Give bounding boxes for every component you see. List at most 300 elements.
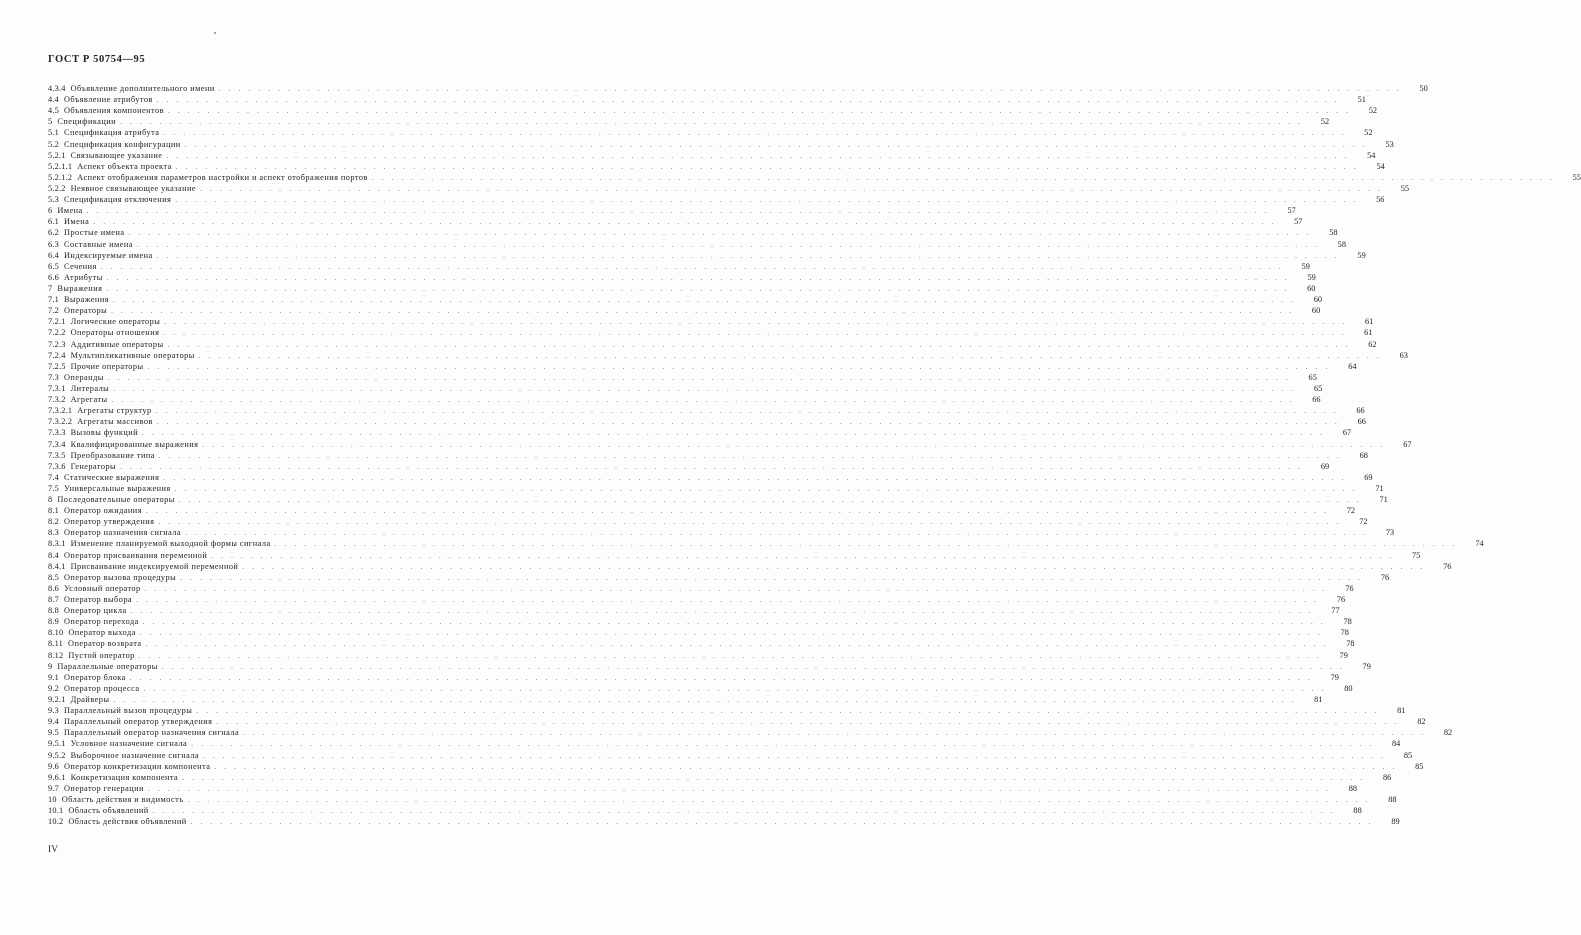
toc-entry[interactable] — [48, 383, 1323, 394]
toc-section-number: 5.2.1.2 — [48, 172, 73, 182]
toc-entry[interactable] — [48, 361, 1357, 372]
toc-dot-leader: . . . . . . . . . . . . . . . . . . . . . . . . . . . . . . . . . . . . . . . . . . . . . . . . . . . . . . . . . . . . . . . . . . . . . . . . . . . . . . . . . . . . . . . . . . . . . . . . . . . . . . . . . . . . . . . . . . . . . . . . — [167, 107, 1352, 116]
toc-section-number: 8 — [48, 495, 53, 505]
toc-section-number: 5.2.2 — [48, 183, 66, 193]
toc-entry[interactable] — [48, 494, 1388, 505]
toc-page-number: 76 — [1443, 561, 1452, 571]
toc-section-number: 5.2.1 — [48, 150, 66, 160]
toc-dot-leader: . . . . . . . . . . . . . . . . . . . . . . . . . . . . . . . . . . . . . . . . . . . . . . . . . . . . . . . . . . . . . . . . . . . . . . . . . . . . . . . . . . . . . . . . . . . . . . . . . . . . . . . . . . . . . . . . . . . . . . . . — [120, 118, 1304, 127]
toc-section-number: 6.5 — [48, 261, 59, 271]
toc-section-number: 7.3.5 — [48, 450, 66, 460]
toc-dot-leader: . . . . . . . . . . . . . . . . . . . . . . . . . . . . . . . . . . . . . . . . . . . . . . . . . . . . . . . . . . . . . . . . . . . . . . . . . . . . . . . . . . . . . . . . . . . . . . . . . . . . . . . . . . . . . . . . . . . . . . . . — [120, 462, 1304, 471]
toc-section-number: 6.6 — [48, 272, 59, 282]
toc-section-number: 10.2 — [48, 817, 64, 827]
toc-section-title: Оператор выбора — [63, 595, 133, 605]
toc-section-title: Выражения — [63, 295, 109, 305]
toc-section-title: Объявления компонентов — [63, 106, 164, 116]
toc-section-number: 7.5 — [48, 483, 59, 493]
toc-entry[interactable] — [48, 761, 1424, 772]
toc-section-title: Имена — [63, 217, 90, 227]
toc-dot-leader: . . . . . . . . . . . . . . . . . . . . . . . . . . . . . . . . . . . . . . . . . . . . . . . . . . . . . . . . . . . . . . . . . . . . . . . . . . . . . . . . . . . . . . . . . . . . . . . . . . . . . . . . . . . . . . . . . . . . . . . . — [164, 318, 1348, 327]
toc-dot-leader: . . . . . . . . . . . . . . . . . . . . . . . . . . . . . . . . . . . . . . . . . . . . . . . . . . . . . . . . . . . . . . . . . . . . . . . . . . . . . . . . . . . . . . . . . . . . . . . . . . . . . . . . . . . . . . . . . . . . . . . . — [142, 618, 1326, 627]
toc-dot-leader: . . . . . . . . . . . . . . . . . . . . . . . . . . . . . . . . . . . . . . . . . . . . . . . . . . . . . . . . . . . . . . . . . . . . . . . . . . . . . . . . . . . . . . . . . . . . . . . . . . . . . . . . . . . . . . . . . . . . . . . . — [129, 673, 1313, 682]
toc-section-title: Оператор ожидания — [63, 506, 142, 516]
toc-dot-leader: . . . . . . . . . . . . . . . . . . . . . . . . . . . . . . . . . . . . . . . . . . . . . . . . . . . . . . . . . . . . . . . . . . . . . . . . . . . . . . . . . . . . . . . . . . . . . . . . . . . . . . . . . . . . . . . . . . . . . . . . — [138, 651, 1322, 660]
toc-section-title: Аддитивные операторы — [70, 339, 164, 349]
toc-section-number: 8.8 — [48, 606, 59, 616]
toc-page-number: 67 — [1342, 428, 1352, 438]
toc-section-title: Оператор назначения сигнала — [63, 528, 182, 538]
toc-dot-leader: . . . . . . . . . . . . . . . . . . . . . . . . . . . . . . . . . . . . . . . . . . . . . . . . . . . . . . . . . . . . . . . . . . . . . . . . . . . . . . . . . . . . . . . . . . . . . . . . . . . . . . . . . . . . . . . . . . . . . . . . — [187, 796, 1371, 804]
toc-page-number: 60 — [1313, 295, 1323, 305]
toc-section-title: Выражения — [57, 283, 103, 293]
toc-section-number: 7.1 — [48, 295, 59, 305]
toc-entry[interactable] — [48, 372, 1317, 383]
toc-entry[interactable] — [48, 572, 1390, 583]
toc-section-number: 8.4 — [48, 550, 59, 560]
toc-entry[interactable] — [48, 416, 1366, 427]
toc-page-number: 84 — [1391, 739, 1401, 749]
toc-dot-leader: . . . . . . . . . . . . . . . . . . . . . . . . . . . . . . . . . . . . . . . . . . . . . . . . . . . . . . . . . . . . . . . . . . . . . . . . . . . . . . . . . . . . . . . . . . . . . . . . . . . . . . . . . . . . . . . . . . . . . . . . — [191, 740, 1375, 749]
toc-entry[interactable] — [48, 327, 1373, 338]
toc-page-number: 51 — [1357, 95, 1366, 105]
toc-page-number: 68 — [1359, 450, 1368, 460]
toc-entry[interactable] — [48, 194, 1385, 205]
toc-page-number: 76 — [1336, 595, 1346, 605]
toc-entry[interactable] — [48, 350, 1408, 361]
toc-section-title: Сечения — [63, 261, 97, 271]
toc-section-title: Область действия объявлений — [68, 817, 187, 827]
toc-entry[interactable] — [48, 105, 1378, 116]
toc-entry[interactable] — [48, 227, 1338, 238]
toc-page-number: 76 — [1380, 572, 1390, 582]
toc-dot-leader: . . . . . . . . . . . . . . . . . . . . . . . . . . . . . . . . . . . . . . . . . . . . . . . . . . . . . . . . . . . . . . . . . . . . . . . . . . . . . . . . . . . . . . . . . . . . . . . . . . . . . . . . . . . . . . . . . . . . . . . . — [130, 607, 1314, 616]
toc-entry[interactable] — [48, 283, 1316, 294]
toc-page-number: 74 — [1475, 539, 1484, 549]
toc-entry[interactable] — [48, 794, 1397, 805]
toc-section-number: 6.1 — [48, 217, 59, 227]
toc-section-number: 9.7 — [48, 783, 59, 793]
toc-section-number: 7.2.4 — [48, 350, 66, 360]
toc-section-number: 7.3.6 — [48, 461, 66, 471]
toc-section-title: Спецификация отключения — [63, 195, 172, 205]
toc-dot-leader: . . . . . . . . . . . . . . . . . . . . . . . . . . . . . . . . . . . . . . . . . . . . . . . . . . . . . . . . . . . . . . . . . . . . . . . . . . . . . . . . . . . . . . . . . . . . . . . . . . . . . . . . . . . . . . . . . . . . . . . . — [180, 573, 1364, 582]
toc-dot-leader: . . . . . . . . . . . . . . . . . . . . . . . . . . . . . . . . . . . . . . . . . . . . . . . . . . . . . . . . . . . . . . . . . . . . . . . . . . . . . . . . . . . . . . . . . . . . . . . . . . . . . . . . . . . . . . . . . . . . . . . . — [93, 218, 1277, 227]
toc-dot-leader: . . . . . . . . . . . . . . . . . . . . . . . . . . . . . . . . . . . . . . . . . . . . . . . . . . . . . . . . . . . . . . . . . . . . . . . . . . . . . . . . . . . . . . . . . . . . . . . . . . . . . . . . . . . . . . . . . . . . . . . . — [107, 373, 1291, 382]
toc-page-number: 57 — [1287, 206, 1296, 216]
toc-page-number: 69 — [1320, 461, 1330, 471]
toc-section-title: Присваивание индексируемой переменной — [70, 561, 239, 571]
toc-entry[interactable] — [48, 683, 1353, 694]
document-header: ГОСТ Р 50754—95 — [48, 54, 146, 65]
toc-dot-leader: . . . . . . . . . . . . . . . . . . . . . . . . . . . . . . . . . . . . . . . . . . . . . . . . . . . . . . . . . . . . . . . . . . . . . . . . . . . . . . . . . . . . . . . . . . . . . . . . . . . . . . . . . . . . . . . . . . . . . . . . — [106, 284, 1290, 293]
toc-dot-leader: . . . . . . . . . . . . . . . . . . . . . . . . . . . . . . . . . . . . . . . . . . . . . . . . . . . . . . . . . . . . . . . . . . . . . . . . . . . . . . . . . . . . . . . . . . . . . . . . . . . . . . . . . . . . . . . . . . . . . . . . — [112, 296, 1297, 305]
toc-dot-leader: . . . . . . . . . . . . . . . . . . . . . . . . . . . . . . . . . . . . . . . . . . . . . . . . . . . . . . . . . . . . . . . . . . . . . . . . . . . . . . . . . . . . . . . . . . . . . . . . . . . . . . . . . . . . . . . . . . . . . . . . — [156, 418, 1340, 427]
toc-section-title: Область действия и видимость — [61, 795, 184, 804]
toc-section-title: Имена — [57, 206, 83, 216]
toc-section-title: Агрегаты структур — [77, 406, 152, 416]
toc-entry[interactable] — [48, 772, 1392, 783]
toc-section-title: Логические операторы — [70, 317, 161, 327]
toc-page-number: 81 — [1314, 695, 1323, 705]
toc-page-number: 73 — [1385, 528, 1395, 538]
toc-section-number: 9.1 — [48, 672, 59, 682]
toc-entry[interactable] — [48, 294, 1323, 305]
toc-page-number: 69 — [1364, 472, 1373, 482]
toc-section-number: 9.3 — [48, 706, 59, 716]
toc-dot-leader: . . . . . . . . . . . . . . . . . . . . . . . . . . . . . . . . . . . . . . . . . . . . . . . . . . . . . . . . . . . . . . . . . . . . . . . . . . . . . . . . . . . . . . . . . . . . . . . . . . . . . . . . . . . . . . . . . . . . . . . . — [166, 151, 1350, 160]
toc-entry[interactable] — [48, 716, 1426, 727]
toc-page-number: 88 — [1388, 795, 1397, 804]
toc-section-title: Объявление дополнительного имени — [70, 84, 215, 93]
toc-page-number: 55 — [1400, 183, 1410, 193]
toc-page-number: 79 — [1339, 650, 1348, 660]
toc-page-number: 59 — [1307, 272, 1316, 282]
toc-page-number: 78 — [1346, 639, 1355, 649]
toc-dot-leader: . . . . . . . . . . . . . . . . . . . . . . . . . . . . . . . . . . . . . . . . . . . . . . . . . . . . . . . . . . . . . . . . . . . . . . . . . . . . . . . . . . . . . . . . . . . . . . . . . . . . . . . . . . . . . . . . . . . . . . . . — [111, 307, 1295, 316]
toc-section-number: 8.11 — [48, 639, 64, 649]
toc-page-number: 76 — [1345, 583, 1354, 593]
toc-entry[interactable] — [48, 150, 1376, 161]
toc-entry[interactable] — [48, 427, 1352, 438]
toc-section-number: 8.3.1 — [48, 539, 66, 549]
toc-page-number: 71 — [1375, 483, 1384, 493]
toc-section-title: Простые имена — [63, 228, 125, 238]
toc-dot-leader: . . . . . . . . . . . . . . . . . . . . . . . . . . . . . . . . . . . . . . . . . . . . . . . . . . . . . . . . . . . . . . . . . . . . . . . . . . . . . . . . . . . . . . . . . . . . . . . . . . . . . . . . . . . . . . . . . . . . . . . . — [163, 473, 1347, 482]
toc-page-number: 61 — [1364, 328, 1373, 338]
toc-section-number: 6 — [48, 206, 53, 216]
toc-page-number: 56 — [1376, 195, 1385, 205]
toc-section-title: Спецификация конфигурации — [63, 139, 181, 149]
toc-section-number: 8.1 — [48, 506, 59, 516]
toc-section-title: Спецификация атрибута — [63, 128, 160, 138]
toc-entry[interactable] — [48, 316, 1374, 327]
toc-section-number: 9.6 — [48, 761, 59, 771]
toc-section-title: Спецификации — [57, 117, 117, 127]
toc-section-number: 7.2.3 — [48, 339, 66, 349]
toc-entry[interactable] — [48, 139, 1394, 150]
toc-section-number: 5.2.1.1 — [48, 161, 73, 171]
toc-section-number: 8.5 — [48, 572, 59, 582]
toc-entry[interactable] — [48, 638, 1355, 649]
toc-dot-leader: . . . . . . . . . . . . . . . . . . . . . . . . . . . . . . . . . . . . . . . . . . . . . . . . . . . . . . . . . . . . . . . . . . . . . . . . . . . . . . . . . . . . . . . . . . . . . . . . . . . . . . . . . . . . . . . . . . . . . . . . — [139, 629, 1323, 638]
toc-section-title: Генераторы — [70, 461, 117, 471]
toc-page-number: 58 — [1329, 228, 1338, 238]
toc-page-number: 52 — [1368, 106, 1378, 116]
toc-page-number: 60 — [1311, 306, 1321, 316]
toc-entry[interactable] — [48, 161, 1385, 172]
toc-page-number: 59 — [1357, 250, 1366, 260]
toc-section-title: Область объявлений — [68, 806, 149, 816]
toc-entry[interactable] — [48, 516, 1368, 527]
toc-entry[interactable] — [48, 705, 1406, 716]
toc-dot-leader: . . . . . . . . . . . . . . . . . . . . . . . . . . . . . . . . . . . . . . . . . . . . . . . . . . . . . . . . . . . . . . . . . . . . . . . . . . . . . . . . . . . . . . . . . . . . . . . . . . . . . . . . . . . . . . . . . . . . . . . . — [216, 718, 1400, 727]
toc-section-title: Оператор утверждения — [63, 517, 155, 527]
toc-section-number: 10 — [48, 795, 57, 804]
toc-dot-leader: . . . . . . . . . . . . . . . . . . . . . . . . . . . . . . . . . . . . . . . . . . . . . . . . . . . . . . . . . . . . . . . . . . . . . . . . . . . . . . . . . . . . . . . . . . . . . . . . . . . . . . . . . . . . . . . . . . . . . . . . — [145, 640, 1329, 649]
toc-entry[interactable] — [48, 672, 1339, 683]
toc-entry[interactable] — [48, 694, 1323, 705]
toc-section-title: Оператор генерации — [63, 783, 144, 793]
toc-section-title: Оператор перехода — [63, 617, 139, 627]
toc-section-title: Аспект объекта проекта — [77, 161, 172, 171]
toc-page-number: 66 — [1312, 395, 1321, 405]
toc-page-number: 58 — [1337, 239, 1346, 249]
toc-section-title: Агрегаты массивов — [77, 417, 153, 427]
toc-page-number: 78 — [1343, 617, 1352, 627]
toc-entry[interactable] — [48, 83, 1428, 94]
toc-dot-leader: . . . . . . . . . . . . . . . . . . . . . . . . . . . . . . . . . . . . . . . . . . . . . . . . . . . . . . . . . . . . . . . . . . . . . . . . . . . . . . . . . . . . . . . . . . . . . . . . . . . . . . . . . . . . . . . . . . . . . . . . — [202, 440, 1386, 449]
toc-section-number: 10.1 — [48, 806, 64, 816]
toc-entry[interactable] — [48, 816, 1400, 827]
toc-page-number: 85 — [1415, 761, 1424, 771]
toc-section-title: Агрегаты — [70, 395, 108, 405]
toc-dot-leader: . . . . . . . . . . . . . . . . . . . . . . . . . . . . . . . . . . . . . . . . . . . . . . . . . . . . . . . . . . . . . . . . . . . . . . . . . . . . . . . . . . . . . . . . . . . . . . . . . . . . . . . . . . . . . . . . . . . . . . . . — [163, 129, 1347, 138]
toc-section-number: 7.3 — [48, 372, 59, 382]
toc-page-number: 85 — [1403, 750, 1413, 760]
toc-dot-leader: . . . . . . . . . . . . . . . . . . . . . . . . . . . . . . . . . . . . . . . . . . . . . . . . . . . . . . . . . . . . . . . . . . . . . . . . . . . . . . . . . . . . . . . . . . . . . . . . . . . . . . . . . . . . . . . . . . . . . . . . — [190, 818, 1374, 827]
toc-section-number: 6.4 — [48, 250, 59, 260]
toc-section-title: Оператор возврата — [68, 639, 142, 649]
toc-entry[interactable] — [48, 116, 1330, 127]
toc-dot-leader: . . . . . . . . . . . . . . . . . . . . . . . . . . . . . . . . . . . . . . . . . . . . . . . . . . . . . . . . . . . . . . . . . . . . . . . . . . . . . . . . . . . . . . . . . . . . . . . . . . . . . . . . . . . . . . . . . . . . . . . . — [175, 196, 1359, 205]
toc-dot-leader: . . . . . . . . . . . . . . . . . . . . . . . . . . . . . . . . . . . . . . . . . . . . . . . . . . . . . . . . . . . . . . . . . . . . . . . . . . . . . . . . . . . . . . . . . . . . . . . . . . . . . . . . . . . . . . . . . . . . . . . . — [158, 451, 1342, 460]
toc-entry[interactable] — [48, 594, 1346, 605]
toc-section-title: Универсальные выражения — [63, 483, 171, 493]
toc-page-number: 64 — [1348, 361, 1357, 371]
toc-page-number: 67 — [1403, 439, 1412, 449]
toc-entry[interactable] — [48, 405, 1365, 416]
table-of-contents — [48, 83, 1581, 827]
toc-section-title: Оператор процесса — [63, 683, 140, 693]
toc-dot-leader: . . . . . . . . . . . . . . . . . . . . . . . . . . . . . . . . . . . . . . . . . . . . . . . . . . . . . . . . . . . . . . . . . . . . . . . . . . . . . . . . . . . . . . . . . . . . . . . . . . . . . . . . . . . . . . . . . . . . . . . . — [136, 240, 1320, 249]
toc-section-number: 8.4.1 — [48, 561, 66, 571]
toc-dot-leader: . . . . . . . . . . . . . . . . . . . . . . . . . . . . . . . . . . . . . . . . . . . . . . . . . . . . . . . . . . . . . . . . . . . . . . . . . . . . . . . . . . . . . . . . . . . . . . . . . . . . . . . . . . . . . . . . . . . . . . . . — [371, 173, 1555, 182]
toc-section-number: 9.5.1 — [48, 739, 66, 749]
toc-page-number: 54 — [1376, 161, 1385, 171]
toc-dot-leader: . . . . . . . . . . . . . . . . . . . . . . . . . . . . . . . . . . . . . . . . . . . . . . . . . . . . . . . . . . . . . . . . . . . . . . . . . . . . . . . . . . . . . . . . . . . . . . . . . . . . . . . . . . . . . . . . . . . . . . . . — [143, 684, 1327, 693]
toc-section-number: 8.9 — [48, 617, 59, 627]
toc-section-number: 5 — [48, 117, 53, 127]
toc-section-title: Оператор цикла — [63, 606, 127, 616]
toc-dot-leader: . . . . . . . . . . . . . . . . . . . . . . . . . . . . . . . . . . . . . . . . . . . . . . . . . . . . . . . . . . . . . . . . . . . . . . . . . . . . . . . . . . . . . . . . . . . . . . . . . . . . . . . . . . . . . . . . . . . . . . . . — [152, 807, 1336, 816]
toc-entry[interactable] — [48, 305, 1321, 316]
toc-page-number: 82 — [1417, 717, 1426, 727]
toc-page-number: 61 — [1365, 317, 1374, 327]
toc-section-title: Литералы — [70, 383, 110, 393]
toc-section-number: 7.3.2.1 — [48, 406, 73, 416]
toc-dot-leader: . . . . . . . . . . . . . . . . . . . . . . . . . . . . . . . . . . . . . . . . . . . . . . . . . . . . . . . . . . . . . . . . . . . . . . . . . . . . . . . . . . . . . . . . . . . . . . . . . . . . . . . . . . . . . . . . . . . . . . . . — [128, 229, 1312, 238]
toc-entry[interactable] — [48, 605, 1340, 616]
toc-dot-leader: . . . . . . . . . . . . . . . . . . . . . . . . . . . . . . . . . . . . . . . . . . . . . . . . . . . . . . . . . . . . . . . . . . . . . . . . . . . . . . . . . . . . . . . . . . . . . . . . . . . . . . . . . . . . . . . . . . . . . . . . — [147, 362, 1331, 371]
toc-page-number: 86 — [1382, 772, 1392, 782]
toc-page-number: 52 — [1320, 117, 1330, 127]
toc-section-number: 9.2 — [48, 683, 59, 693]
toc-section-title: Операторы отношения — [70, 328, 160, 338]
toc-page-number: 79 — [1330, 672, 1339, 682]
scan-speck — [214, 32, 216, 34]
toc-section-number: 7.3.2.2 — [48, 417, 73, 427]
toc-entry[interactable] — [48, 483, 1384, 494]
toc-section-title: Неявное связывающее указание — [70, 183, 196, 193]
toc-dot-leader: . . . . . . . . . . . . . . . . . . . . . . . . . . . . . . . . . . . . . . . . . . . . . . . . . . . . . . . . . . . . . . . . . . . . . . . . . . . . . . . . . . . . . . . . . . . . . . . . . . . . . . . . . . . . . . . . . . . . . . . . — [145, 507, 1330, 516]
toc-page-number: 75 — [1412, 550, 1421, 560]
toc-page-number: 52 — [1364, 128, 1373, 138]
toc-section-title: Оператор блока — [63, 672, 126, 682]
toc-dot-leader: . . . . . . . . . . . . . . . . . . . . . . . . . . . . . . . . . . . . . . . . . . . . . . . . . . . . . . . . . . . . . . . . . . . . . . . . . . . . . . . . . . . . . . . . . . . . . . . . . . . . . . . . . . . . . . . . . . . . . . . . — [147, 784, 1332, 793]
toc-section-number: 7.3.1 — [48, 383, 66, 393]
toc-section-number: 5.3 — [48, 195, 59, 205]
toc-section-number: 7.3.2 — [48, 395, 66, 405]
toc-section-number: 6.2 — [48, 228, 59, 238]
toc-page-number: 65 — [1308, 372, 1317, 382]
toc-entry[interactable] — [48, 561, 1452, 572]
toc-section-title: Преобразование типа — [70, 450, 155, 460]
toc-entry[interactable] — [48, 205, 1296, 216]
toc-dot-leader: . . . . . . . . . . . . . . . . . . . . . . . . . . . . . . . . . . . . . . . . . . . . . . . . . . . . . . . . . . . . . . . . . . . . . . . . . . . . . . . . . . . . . . . . . . . . . . . . . . . . . . . . . . . . . . . . . . . . . . . . — [174, 484, 1358, 493]
toc-entry[interactable] — [48, 783, 1358, 794]
toc-page-number: 65 — [1313, 383, 1323, 393]
toc-page-number: 60 — [1307, 283, 1316, 293]
toc-entry[interactable] — [48, 439, 1412, 450]
toc-entry[interactable] — [48, 339, 1377, 350]
toc-dot-leader: . . . . . . . . . . . . . . . . . . . . . . . . . . . . . . . . . . . . . . . . . . . . . . . . . . . . . . . . . . . . . . . . . . . . . . . . . . . . . . . . . . . . . . . . . . . . . . . . . . . . . . . . . . . . . . . . . . . . . . . . — [106, 273, 1290, 282]
toc-dot-leader: . . . . . . . . . . . . . . . . . . . . . . . . . . . . . . . . . . . . . . . . . . . . . . . . . . . . . . . . . . . . . . . . . . . . . . . . . . . . . . . . . . . . . . . . . . . . . . . . . . . . . . . . . . . . . . . . . . . . . . . . — [185, 529, 1369, 538]
toc-section-title: Аспект отображения параметров настройки и аспект отображения портов — [77, 172, 368, 182]
toc-section-number: 7 — [48, 283, 53, 293]
toc-dot-leader: . . . . . . . . . . . . . . . . . . . . . . . . . . . . . . . . . . . . . . . . . . . . . . . . . . . . . . . . . . . . . . . . . . . . . . . . . . . . . . . . . . . . . . . . . . . . . . . . . . . . . . . . . . . . . . . . . . . . . . . . — [203, 751, 1387, 760]
toc-section-title: Атрибуты — [63, 272, 103, 282]
toc-section-number: 7.3.3 — [48, 428, 66, 438]
toc-section-title: Пустой оператор — [68, 650, 135, 660]
toc-dot-leader: . . . . . . . . . . . . . . . . . . . . . . . . . . . . . . . . . . . . . . . . . . . . . . . . . . . . . . . . . . . . . . . . . . . . . . . . . . . . . . . . . . . . . . . . . . . . . . . . . . . . . . . . . . . . . . . . . . . . . . . . — [111, 396, 1295, 405]
toc-entry[interactable] — [48, 250, 1366, 261]
toc-entry[interactable] — [48, 650, 1348, 661]
toc-entry[interactable] — [48, 738, 1401, 749]
toc-entry[interactable] — [48, 394, 1321, 405]
toc-section-number: 8.3 — [48, 528, 59, 538]
toc-dot-leader: . . . . . . . . . . . . . . . . . . . . . . . . . . . . . . . . . . . . . . . . . . . . . . . . . . . . . . . . . . . . . . . . . . . . . . . . . . . . . . . . . . . . . . . . . . . . . . . . . . . . . . . . . . . . . . . . . . . . . . . . — [158, 518, 1342, 527]
toc-entry[interactable] — [48, 172, 1581, 183]
toc-entry[interactable] — [48, 538, 1484, 549]
toc-section-title: Операторы — [63, 306, 108, 316]
toc-entry[interactable] — [48, 272, 1316, 283]
toc-section-title: Последовательные операторы — [57, 495, 175, 505]
toc-section-number: 9.4 — [48, 717, 59, 727]
toc-entry[interactable] — [48, 750, 1413, 761]
toc-entry[interactable] — [48, 661, 1371, 672]
toc-section-number: 8.6 — [48, 583, 59, 593]
toc-section-number: 4.4 — [48, 95, 59, 105]
toc-entry[interactable] — [48, 550, 1421, 561]
toc-section-title: Прочие операторы — [70, 361, 144, 371]
toc-entry[interactable] — [48, 805, 1362, 816]
toc-section-title: Оператор присваивания переменной — [63, 550, 208, 560]
toc-entry[interactable] — [48, 216, 1303, 227]
toc-entry[interactable] — [48, 627, 1349, 638]
toc-dot-leader: . . . . . . . . . . . . . . . . . . . . . . . . . . . . . . . . . . . . . . . . . . . . . . . . . . . . . . . . . . . . . . . . . . . . . . . . . . . . . . . . . . . . . . . . . . . . . . . . . . . . . . . . . . . . . . . . . . . . . . . . — [113, 384, 1297, 393]
toc-section-number: 9.5.2 — [48, 750, 66, 760]
toc-section-number: 5.2 — [48, 139, 59, 149]
toc-entry[interactable] — [48, 183, 1410, 194]
toc-entry[interactable] — [48, 472, 1373, 483]
toc-page-number: 71 — [1379, 495, 1388, 505]
toc-section-number: 8.2 — [48, 517, 59, 527]
toc-section-title: Составные имена — [63, 239, 133, 249]
toc-dot-leader: . . . . . . . . . . . . . . . . . . . . . . . . . . . . . . . . . . . . . . . . . . . . . . . . . . . . . . . . . . . . . . . . . . . . . . . . . . . . . . . . . . . . . . . . . . . . . . . . . . . . . . . . . . . . . . . . . . . . . . . . — [161, 662, 1345, 671]
toc-section-number: 7.2.5 — [48, 361, 66, 371]
toc-entry[interactable] — [48, 616, 1352, 627]
toc-dot-leader: . . . . . . . . . . . . . . . . . . . . . . . . . . . . . . . . . . . . . . . . . . . . . . . . . . . . . . . . . . . . . . . . . . . . . . . . . . . . . . . . . . . . . . . . . . . . . . . . . . . . . . . . . . . . . . . . . . . . . . . . — [156, 96, 1340, 105]
toc-page-number: 66 — [1356, 406, 1365, 416]
toc-entry[interactable] — [48, 94, 1366, 105]
toc-page-number: 62 — [1368, 339, 1377, 349]
toc-section-title: Связывающее указание — [70, 150, 163, 160]
toc-section-title: Оператор вызова процедуры — [63, 572, 177, 582]
toc-dot-leader: . . . . . . . . . . . . . . . . . . . . . . . . . . . . . . . . . . . . . . . . . . . . . . . . . . . . . . . . . . . . . . . . . . . . . . . . . . . . . . . . . . . . . . . . . . . . . . . . . . . . . . . . . . . . . . . . . . . . . . . . — [211, 551, 1395, 560]
toc-section-title: Изменение планируемой выходной формы сигнала — [70, 539, 271, 549]
toc-entry[interactable] — [48, 450, 1368, 461]
toc-entry[interactable] — [48, 583, 1354, 594]
toc-section-number: 5.1 — [48, 128, 59, 138]
toc-page-number: 57 — [1294, 217, 1303, 227]
toc-section-number: 9 — [48, 661, 53, 671]
toc-dot-leader: . . . . . . . . . . . . . . . . . . . . . . . . . . . . . . . . . . . . . . . . . . . . . . . . . . . . . . . . . . . . . . . . . . . . . . . . . . . . . . . . . . . . . . . . . . . . . . . . . . . . . . . . . . . . . . . . . . . . . . . . — [100, 262, 1284, 271]
toc-dot-leader: . . . . . . . . . . . . . . . . . . . . . . . . . . . . . . . . . . . . . . . . . . . . . . . . . . . . . . . . . . . . . . . . . . . . . . . . . . . . . . . . . . . . . . . . . . . . . . . . . . . . . . . . . . . . . . . . . . . . . . . . — [184, 140, 1368, 149]
toc-section-title: Индексируемые имена — [63, 250, 153, 260]
toc-section-number: 7.2.1 — [48, 317, 66, 327]
toc-dot-leader: . . . . . . . . . . . . . . . . . . . . . . . . . . . . . . . . . . . . . . . . . . . . . . . . . . . . . . . . . . . . . . . . . . . . . . . . . . . . . . . . . . . . . . . . . . . . . . . . . . . . . . . . . . . . . . . . . . . . . . . . — [163, 329, 1347, 338]
toc-page-number: 63 — [1399, 350, 1408, 360]
toc-entry[interactable] — [48, 505, 1356, 516]
toc-entry[interactable] — [48, 461, 1330, 472]
toc-entry[interactable] — [48, 261, 1310, 272]
toc-section-title: Параллельный оператор назначения сигнала — [63, 728, 240, 738]
toc-dot-leader: . . . . . . . . . . . . . . . . . . . . . . . . . . . . . . . . . . . . . . . . . . . . . . . . . . . . . . . . . . . . . . . . . . . . . . . . . . . . . . . . . . . . . . . . . . . . . . . . . . . . . . . . . . . . . . . . . . . . . . . . — [199, 184, 1384, 193]
toc-entry[interactable] — [48, 239, 1346, 250]
toc-page-number: 78 — [1340, 628, 1349, 638]
toc-section-number: 9.5 — [48, 728, 59, 738]
toc-dot-leader: . . . . . . . . . . . . . . . . . . . . . . . . . . . . . . . . . . . . . . . . . . . . . . . . . . . . . . . . . . . . . . . . . . . . . . . . . . . . . . . . . . . . . . . . . . . . . . . . . . . . . . . . . . . . . . . . . . . . . . . . — [218, 85, 1402, 93]
toc-section-number: 8.7 — [48, 595, 59, 605]
toc-section-title: Драйверы — [70, 695, 110, 705]
toc-dot-leader: . . . . . . . . . . . . . . . . . . . . . . . . . . . . . . . . . . . . . . . . . . . . . . . . . . . . . . . . . . . . . . . . . . . . . . . . . . . . . . . . . . . . . . . . . . . . . . . . . . . . . . . . . . . . . . . . . . . . . . . . — [142, 429, 1326, 438]
toc-page-number: 88 — [1353, 806, 1362, 816]
toc-page-number: 80 — [1344, 683, 1353, 693]
toc-entry[interactable] — [48, 727, 1453, 738]
toc-dot-leader: . . . . . . . . . . . . . . . . . . . . . . . . . . . . . . . . . . . . . . . . . . . . . . . . . . . . . . . . . . . . . . . . . . . . . . . . . . . . . . . . . . . . . . . . . . . . . . . . . . . . . . . . . . . . . . . . . . . . . . . . — [196, 707, 1380, 716]
toc-section-number: 8.10 — [48, 628, 64, 638]
toc-section-number: 7.3.4 — [48, 439, 66, 449]
toc-page-number: 79 — [1362, 661, 1371, 671]
toc-entry[interactable] — [48, 127, 1373, 138]
toc-dot-leader: . . . . . . . . . . . . . . . . . . . . . . . . . . . . . . . . . . . . . . . . . . . . . . . . . . . . . . . . . . . . . . . . . . . . . . . . . . . . . . . . . . . . . . . . . . . . . . . . . . . . . . . . . . . . . . . . . . . . . . . . — [243, 729, 1427, 738]
toc-entry[interactable] — [48, 527, 1395, 538]
toc-section-title: Квалифицированные выражения — [70, 439, 199, 449]
toc-section-title: Оператор конкретизации компонента — [63, 761, 211, 771]
toc-dot-leader: . . . . . . . . . . . . . . . . . . . . . . . . . . . . . . . . . . . . . . . . . . . . . . . . . . . . . . . . . . . . . . . . . . . . . . . . . . . . . . . . . . . . . . . . . . . . . . . . . . . . . . . . . . . . . . . . . . . . . . . . — [144, 584, 1328, 593]
toc-dot-leader: . . . . . . . . . . . . . . . . . . . . . . . . . . . . . . . . . . . . . . . . . . . . . . . . . . . . . . . . . . . . . . . . . . . . . . . . . . . . . . . . . . . . . . . . . . . . . . . . . . . . . . . . . . . . . . . . . . . . . . . . — [274, 540, 1458, 549]
toc-dot-leader: . . . . . . . . . . . . . . . . . . . . . . . . . . . . . . . . . . . . . . . . . . . . . . . . . . . . . . . . . . . . . . . . . . . . . . . . . . . . . . . . . . . . . . . . . . . . . . . . . . . . . . . . . . . . . . . . . . . . . . . . — [214, 762, 1398, 771]
toc-section-title: Выборочное назначение сигнала — [70, 750, 200, 760]
toc-section-title: Объявление атрибутов — [63, 95, 153, 105]
toc-page-number: 66 — [1357, 417, 1366, 427]
toc-dot-leader: . . . . . . . . . . . . . . . . . . . . . . . . . . . . . . . . . . . . . . . . . . . . . . . . . . . . . . . . . . . . . . . . . . . . . . . . . . . . . . . . . . . . . . . . . . . . . . . . . . . . . . . . . . . . . . . . . . . . . . . . — [155, 407, 1339, 416]
toc-dot-leader: . . . . . . . . . . . . . . . . . . . . . . . . . . . . . . . . . . . . . . . . . . . . . . . . . . . . . . . . . . . . . . . . . . . . . . . . . . . . . . . . . . . . . . . . . . . . . . . . . . . . . . . . . . . . . . . . . . . . . . . . — [136, 596, 1320, 605]
toc-page-number: 53 — [1385, 139, 1394, 149]
toc-page-number: 50 — [1419, 84, 1428, 93]
toc-section-title: Операнды — [63, 372, 104, 382]
